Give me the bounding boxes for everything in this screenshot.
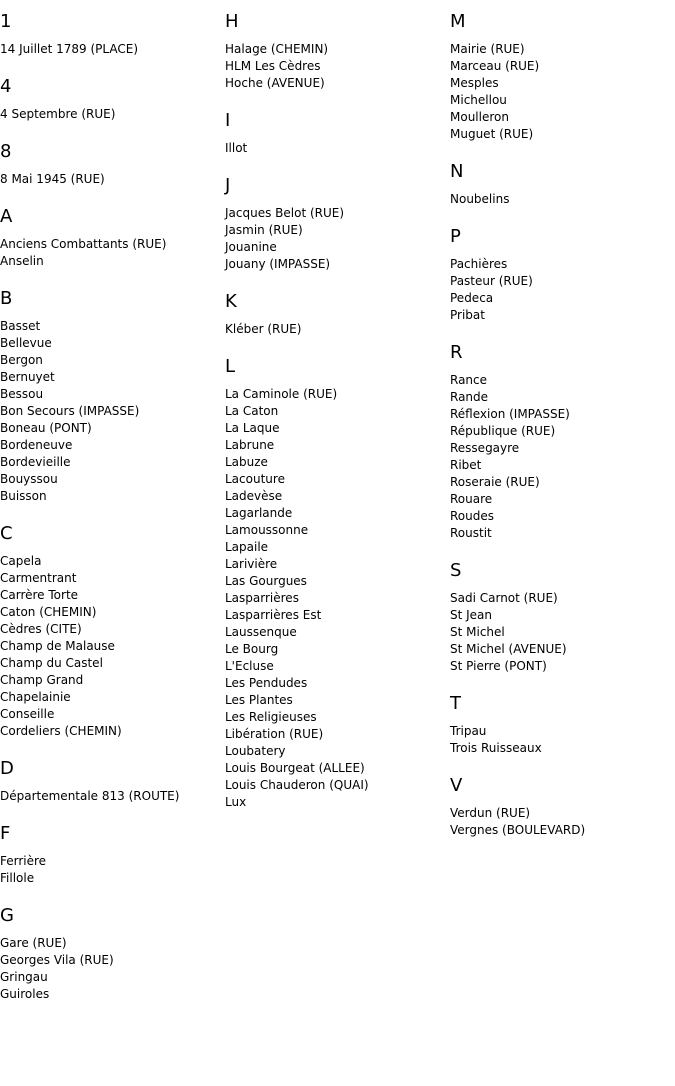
street-list-item <box>0 638 222 655</box>
street-link[interactable]: Marceau (RUE) <box>450 59 540 73</box>
letter-heading: K <box>225 291 237 312</box>
street-list-item <box>0 488 222 505</box>
street-list-item <box>225 641 447 658</box>
letter-group <box>0 141 222 188</box>
street-list-item <box>450 805 672 822</box>
street-list-item <box>0 870 222 887</box>
street-link[interactable]: Lamoussonne <box>225 523 309 537</box>
street-link[interactable]: Louis Chauderon (QUAI) <box>225 778 369 792</box>
street-link[interactable]: Ladevèse <box>225 489 283 503</box>
letter-group <box>0 758 222 805</box>
street-link[interactable]: Chapelainie <box>0 690 71 704</box>
street-list-item <box>450 126 672 143</box>
street-link[interactable]: Moulleron <box>450 110 509 124</box>
street-list <box>450 372 672 542</box>
street-link[interactable]: 4 Septembre (RUE) <box>0 107 116 121</box>
street-list-item <box>225 488 447 505</box>
street-list-item <box>450 372 672 389</box>
street-link[interactable]: Roustit <box>450 526 492 540</box>
street-link[interactable]: Ribet <box>450 458 482 472</box>
street-list-item <box>450 290 672 307</box>
street-list-item <box>450 109 672 126</box>
letter-heading: T <box>450 693 461 714</box>
street-link[interactable]: Tripau <box>450 724 487 738</box>
street-link[interactable]: Boneau (PONT) <box>0 421 92 435</box>
street-link[interactable]: Jasmin (RUE) <box>225 223 303 237</box>
letter-heading: C <box>0 523 13 544</box>
letter-group <box>225 11 447 92</box>
street-list-item <box>225 658 447 675</box>
street-list-item <box>225 75 447 92</box>
street-list-item <box>225 522 447 539</box>
street-link[interactable]: Rouare <box>450 492 493 506</box>
street-link[interactable]: L'Ecluse <box>225 659 274 673</box>
street-link[interactable]: Mesples <box>450 76 499 90</box>
street-list-item <box>450 723 672 740</box>
street-list <box>0 853 222 887</box>
street-list-item <box>0 171 222 188</box>
street-link[interactable]: Vergnes (BOULEVARD) <box>450 823 586 837</box>
letter-heading: V <box>450 775 463 796</box>
street-link[interactable]: Carmentrant <box>0 571 77 585</box>
street-link[interactable]: Capela <box>0 554 42 568</box>
street-link[interactable]: Kléber (RUE) <box>225 322 302 336</box>
street-index-column-2 <box>225 11 447 829</box>
street-list-item <box>225 556 447 573</box>
letter-group <box>450 226 672 324</box>
street-list <box>225 41 447 92</box>
street-list-item <box>450 740 672 757</box>
street-list-item <box>450 624 672 641</box>
street-link[interactable]: Michellou <box>450 93 507 107</box>
street-link[interactable]: Lasparrières Est <box>225 608 322 622</box>
street-list-item <box>0 420 222 437</box>
street-link[interactable]: Loubatery <box>225 744 286 758</box>
letter-heading: B <box>0 288 13 309</box>
letter-heading: R <box>450 342 463 363</box>
street-list-item <box>0 788 222 805</box>
letter-group <box>0 288 222 505</box>
street-list <box>0 41 222 58</box>
street-link[interactable]: Réflexion (IMPASSE) <box>450 407 570 421</box>
street-link[interactable]: Lacouture <box>225 472 285 486</box>
street-link[interactable]: 8 Mai 1945 (RUE) <box>0 172 105 186</box>
street-list-item <box>450 389 672 406</box>
street-list <box>450 590 672 675</box>
street-list-item <box>450 590 672 607</box>
street-list-item <box>450 822 672 839</box>
street-list <box>450 256 672 324</box>
street-list-item <box>225 454 447 471</box>
letter-heading: H <box>225 11 239 32</box>
street-list-item <box>0 655 222 672</box>
street-link[interactable]: Larivière <box>225 557 278 571</box>
letter-group <box>0 523 222 740</box>
street-link[interactable]: Bouyssou <box>0 472 58 486</box>
street-link[interactable]: Bordeneuve <box>0 438 73 452</box>
street-link[interactable]: Pribat <box>450 308 485 322</box>
street-list-item <box>225 140 447 157</box>
street-link[interactable]: Les Religieuses <box>225 710 317 724</box>
street-link[interactable]: Labrune <box>225 438 275 452</box>
street-list-item <box>450 273 672 290</box>
street-list <box>0 318 222 505</box>
street-list-item <box>0 318 222 335</box>
street-link[interactable]: Rande <box>450 390 489 404</box>
letter-heading: D <box>0 758 14 779</box>
street-link[interactable]: Mairie (RUE) <box>450 42 525 56</box>
street-list <box>0 935 222 1003</box>
street-list-item <box>225 760 447 777</box>
letter-heading: G <box>0 905 14 926</box>
street-link[interactable]: Jouanine <box>225 240 277 254</box>
street-list <box>0 106 222 123</box>
street-link[interactable]: Champ du Castel <box>0 656 103 670</box>
street-link[interactable]: Rance <box>450 373 488 387</box>
street-link[interactable]: Champ Grand <box>0 673 84 687</box>
street-list-item <box>0 403 222 420</box>
street-list-item <box>450 658 672 675</box>
street-link[interactable]: Illot <box>225 141 248 155</box>
street-link[interactable]: Guiroles <box>0 987 50 1001</box>
street-link[interactable]: Noubelins <box>450 192 510 206</box>
street-list <box>225 386 447 811</box>
street-list-item <box>450 508 672 525</box>
street-list-item <box>450 41 672 58</box>
street-list-item <box>450 423 672 440</box>
letter-heading: P <box>450 226 461 247</box>
street-list-item <box>450 440 672 457</box>
street-link[interactable]: St Michel <box>450 625 505 639</box>
letter-group <box>450 161 672 208</box>
street-list-item <box>450 75 672 92</box>
street-list-item <box>450 457 672 474</box>
street-link[interactable]: Le Bourg <box>225 642 279 656</box>
street-list <box>450 41 672 143</box>
street-list-item <box>0 253 222 270</box>
street-list-item <box>225 777 447 794</box>
street-list <box>450 805 672 839</box>
street-link[interactable]: St Michel (AVENUE) <box>450 642 567 656</box>
street-list-item <box>225 573 447 590</box>
street-list-item <box>450 256 672 273</box>
street-list-item <box>225 726 447 743</box>
street-link[interactable]: Conseille <box>0 707 55 721</box>
street-list-item <box>450 191 672 208</box>
street-list-item <box>0 935 222 952</box>
street-link[interactable]: Cèdres (CITE) <box>0 622 82 636</box>
letter-heading: 4 <box>0 76 12 97</box>
street-link[interactable]: Las Gourgues <box>225 574 307 588</box>
street-list <box>225 205 447 273</box>
street-list-item <box>0 706 222 723</box>
street-list-item <box>225 675 447 692</box>
street-link[interactable]: Champ de Malause <box>0 639 115 653</box>
street-list <box>0 788 222 805</box>
street-link[interactable]: Laussenque <box>225 625 297 639</box>
letter-group <box>450 342 672 542</box>
street-list-item <box>0 454 222 471</box>
street-link[interactable]: Jacques Belot (RUE) <box>225 206 345 220</box>
street-link[interactable]: Muguet (RUE) <box>450 127 534 141</box>
street-list-item <box>225 692 447 709</box>
letter-heading: S <box>450 560 462 581</box>
letter-heading: I <box>225 110 231 131</box>
street-link[interactable]: Jouany (IMPASSE) <box>225 257 331 271</box>
street-link[interactable]: Roseraie (RUE) <box>450 475 540 489</box>
street-list-item <box>450 474 672 491</box>
letter-group <box>450 693 672 757</box>
street-link[interactable]: La Caminole (RUE) <box>225 387 338 401</box>
street-list-item <box>0 106 222 123</box>
street-link[interactable]: Anselin <box>0 254 44 268</box>
street-link[interactable]: Carrère Torte <box>0 588 79 602</box>
street-link[interactable]: Lux <box>225 795 247 809</box>
street-link[interactable]: République (RUE) <box>450 424 556 438</box>
street-link[interactable]: Trois Ruisseaux <box>450 741 542 755</box>
letter-group <box>450 560 672 675</box>
street-list-item <box>225 321 447 338</box>
letter-group <box>225 110 447 157</box>
letter-group <box>225 175 447 273</box>
street-link[interactable]: Lagarlande <box>225 506 293 520</box>
street-link[interactable]: Bergon <box>0 353 43 367</box>
street-link[interactable]: Les Plantes <box>225 693 293 707</box>
street-list <box>0 236 222 270</box>
street-list-item <box>0 236 222 253</box>
street-list-item <box>0 471 222 488</box>
street-list-item <box>450 491 672 508</box>
street-link[interactable]: Buisson <box>0 489 47 503</box>
street-list-item <box>0 604 222 621</box>
letter-group <box>0 206 222 270</box>
street-list <box>0 553 222 740</box>
street-list-item <box>225 505 447 522</box>
street-list-item <box>0 335 222 352</box>
letter-heading: 8 <box>0 141 12 162</box>
street-list-item <box>225 437 447 454</box>
letter-heading: A <box>0 206 13 227</box>
street-link[interactable]: Ressegayre <box>450 441 520 455</box>
street-link[interactable]: Caton (CHEMIN) <box>0 605 97 619</box>
street-list-item <box>225 539 447 556</box>
street-link[interactable]: Hoche (AVENUE) <box>225 76 325 90</box>
street-list-item <box>0 986 222 1003</box>
street-list-item <box>225 709 447 726</box>
street-list-item <box>0 969 222 986</box>
street-link[interactable]: Libération (RUE) <box>225 727 324 741</box>
street-link[interactable]: Lapaile <box>225 540 269 554</box>
street-list-item <box>225 590 447 607</box>
letter-group <box>450 775 672 839</box>
street-list-item <box>0 587 222 604</box>
street-link[interactable]: Pedeca <box>450 291 494 305</box>
street-list-item <box>0 553 222 570</box>
letter-group <box>0 11 222 58</box>
street-list <box>225 321 447 338</box>
street-list-item <box>0 723 222 740</box>
street-list-item <box>225 794 447 811</box>
street-list-item <box>450 525 672 542</box>
street-link[interactable]: Roudes <box>450 509 494 523</box>
street-link[interactable]: Louis Bourgeat (ALLEE) <box>225 761 365 775</box>
street-list <box>450 723 672 757</box>
street-list-item <box>450 307 672 324</box>
street-list-item <box>225 41 447 58</box>
street-link[interactable]: Bellevue <box>0 336 52 350</box>
street-link[interactable]: Anciens Combattants (RUE) <box>0 237 167 251</box>
street-list-item <box>450 406 672 423</box>
letter-heading: F <box>0 823 11 844</box>
street-list-item <box>0 952 222 969</box>
street-list-item <box>0 437 222 454</box>
letter-group <box>225 356 447 811</box>
letter-group <box>225 291 447 338</box>
street-list-item <box>450 58 672 75</box>
street-list-item <box>225 420 447 437</box>
street-list-item <box>0 853 222 870</box>
street-link[interactable]: Halage (CHEMIN) <box>225 42 329 56</box>
street-list-item <box>0 621 222 638</box>
street-link[interactable]: Gare (RUE) <box>0 936 67 950</box>
street-link[interactable]: Bordevieille <box>0 455 71 469</box>
street-link[interactable]: Labuze <box>225 455 268 469</box>
street-list-item <box>225 239 447 256</box>
street-link[interactable]: Lasparrières <box>225 591 299 605</box>
street-link[interactable]: HLM Les Cèdres <box>225 59 321 73</box>
street-link[interactable]: St Pierre (PONT) <box>450 659 547 673</box>
letter-heading: N <box>450 161 464 182</box>
street-link[interactable]: 14 Juillet 1789 (PLACE) <box>0 42 139 56</box>
street-list-item <box>225 743 447 760</box>
street-list-item <box>225 222 447 239</box>
street-list-item <box>225 403 447 420</box>
letter-heading: M <box>450 11 466 32</box>
street-link[interactable]: La Caton <box>225 404 279 418</box>
street-link[interactable]: Pachières <box>450 257 508 271</box>
street-link[interactable]: Départementale 813 (ROUTE) <box>0 789 180 803</box>
street-link[interactable]: Les Pendudes <box>225 676 308 690</box>
street-list-item <box>450 92 672 109</box>
street-link[interactable]: Bon Secours (IMPASSE) <box>0 404 140 418</box>
street-list-item <box>0 672 222 689</box>
street-list-item <box>225 471 447 488</box>
street-list-item <box>0 570 222 587</box>
street-link[interactable]: Sadi Carnot (RUE) <box>450 591 558 605</box>
letter-heading: J <box>225 175 231 196</box>
street-link[interactable]: Gringau <box>0 970 48 984</box>
letter-group <box>0 823 222 887</box>
street-index-column-3 <box>450 11 672 857</box>
street-list-item <box>0 386 222 403</box>
street-list-item <box>0 689 222 706</box>
street-link[interactable]: Ferrière <box>0 854 47 868</box>
street-list <box>225 140 447 157</box>
letter-group <box>0 76 222 123</box>
street-link[interactable]: Georges Vila (RUE) <box>0 953 114 967</box>
street-link[interactable]: Basset <box>0 319 41 333</box>
letter-heading: L <box>225 356 236 377</box>
street-list-item <box>450 607 672 624</box>
street-list-item <box>225 624 447 641</box>
street-link[interactable]: St Jean <box>450 608 493 622</box>
letter-group <box>0 905 222 1003</box>
street-link[interactable]: Verdun (RUE) <box>450 806 531 820</box>
street-list <box>0 171 222 188</box>
street-list-item <box>225 386 447 403</box>
street-list-item <box>225 205 447 222</box>
street-list-item <box>0 369 222 386</box>
letter-heading: 1 <box>0 11 12 32</box>
street-list-item <box>0 352 222 369</box>
street-list-item <box>225 607 447 624</box>
street-list-item <box>225 256 447 273</box>
street-link[interactable]: Fillole <box>0 871 35 885</box>
street-link[interactable]: La Laque <box>225 421 280 435</box>
street-link[interactable]: Bernuyet <box>0 370 55 384</box>
street-list-item <box>225 58 447 75</box>
street-list-item <box>450 641 672 658</box>
street-link[interactable]: Pasteur (RUE) <box>450 274 533 288</box>
street-index-column-1 <box>0 11 222 1021</box>
street-link[interactable]: Cordeliers (CHEMIN) <box>0 724 122 738</box>
street-link[interactable]: Bessou <box>0 387 44 401</box>
letter-group <box>450 11 672 143</box>
street-list <box>450 191 672 208</box>
street-list-item <box>0 41 222 58</box>
